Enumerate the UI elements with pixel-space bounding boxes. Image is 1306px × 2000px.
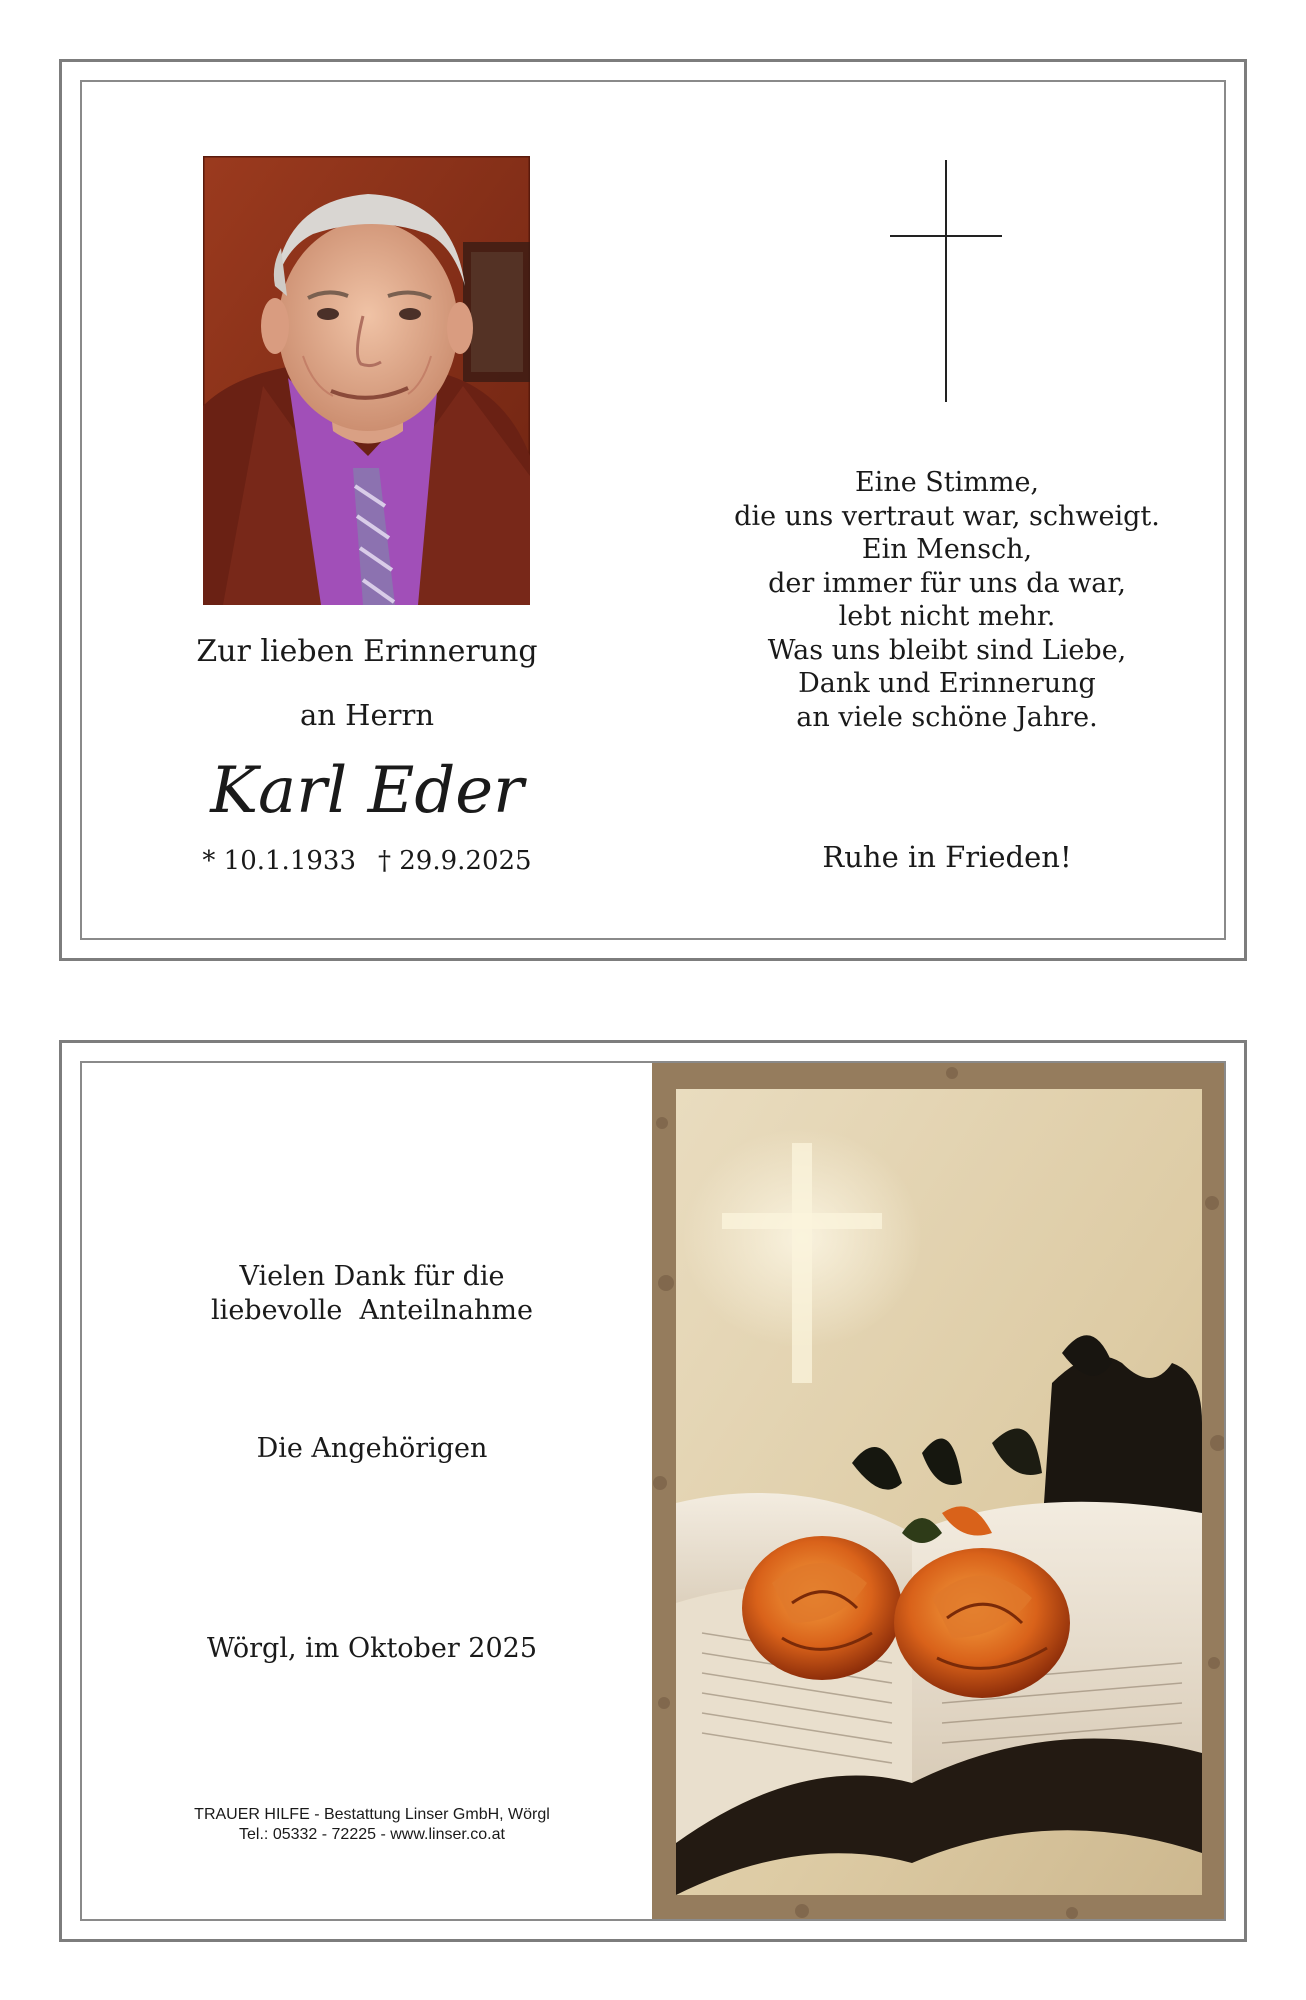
- poem-line: Was uns bleibt sind Liebe,: [767, 634, 1127, 666]
- life-dates: [162, 846, 572, 876]
- poem-line: Eine Stimme,: [854, 467, 1040, 498]
- place-date-text: Wörgl, im Oktober 2025: [206, 1633, 538, 1664]
- farewell-text: Ruhe in Frieden!: [822, 840, 1072, 874]
- front-card-inner: [80, 80, 1226, 940]
- remembrance-heading: Zur lieben Erinnerung: [196, 634, 538, 669]
- family-signature: Die Angehörigen: [256, 1433, 488, 1464]
- poem-line: der immer für uns da war,: [768, 567, 1126, 599]
- rose-bible-picture: [652, 1063, 1226, 1921]
- front-card: [59, 59, 1247, 961]
- memorial-poem: [702, 466, 1192, 734]
- back-card-inner: [80, 1061, 1226, 1921]
- death-date: † 29.9.2025: [378, 846, 532, 876]
- deceased-name: Karl Eder: [210, 754, 524, 828]
- funeral-home-contact: Tel.: 05332 - 72225 - www.linser.co.at: [239, 1826, 505, 1843]
- cross-icon: [890, 160, 1002, 402]
- thanks-text: [122, 1260, 622, 1328]
- back-card: [59, 1040, 1247, 1942]
- thanks-line: Vielen Dank für die: [239, 1261, 505, 1292]
- thanks-line: liebevolle Anteilnahme: [211, 1295, 533, 1326]
- poem-line: Dank und Erinnerung: [798, 668, 1096, 699]
- funeral-home-info: [122, 1805, 622, 1845]
- poem-line: die uns vertraut war, schweigt.: [734, 500, 1160, 532]
- funeral-home-name: TRAUER HILFE - Bestattung Linser GmbH, Wörgl: [194, 1806, 550, 1823]
- poem-line: an viele schöne Jahre.: [796, 701, 1098, 733]
- poem-line: lebt nicht mehr.: [838, 601, 1056, 632]
- salutation-text: an Herrn: [299, 698, 435, 732]
- portrait-photo: [203, 156, 530, 605]
- poem-line: Ein Mensch,: [861, 534, 1033, 565]
- birth-date: * 10.1.1933: [202, 846, 356, 876]
